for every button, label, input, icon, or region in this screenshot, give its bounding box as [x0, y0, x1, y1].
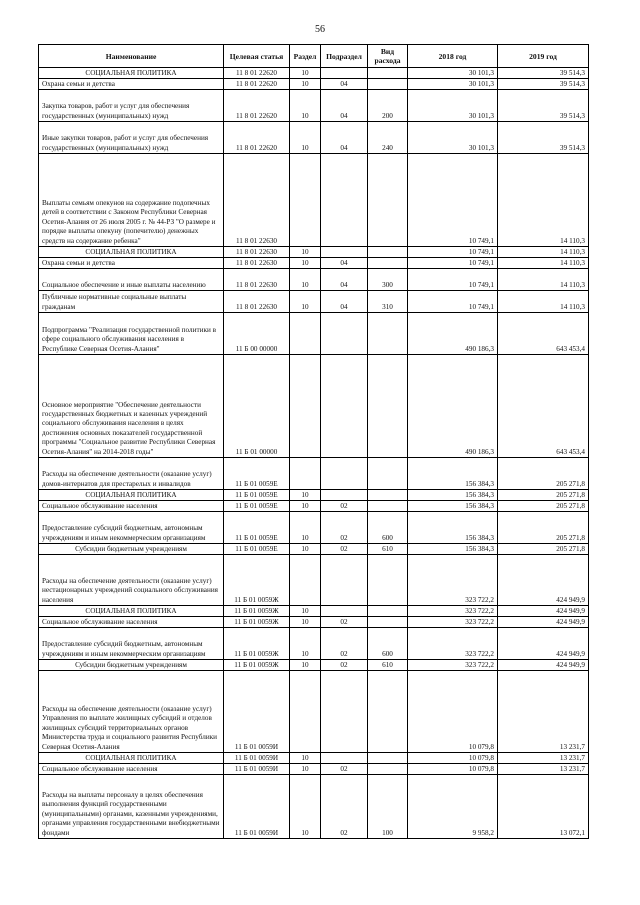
- table-row: [39, 458, 589, 490]
- row-amount-2018: 10 079,8: [408, 753, 498, 764]
- row-name: СОЦИАЛЬНАЯ ПОЛИТИКА: [39, 753, 224, 764]
- table-row: [39, 313, 589, 355]
- row-expense-type: 600: [368, 628, 408, 660]
- row-target-article: 11 Б 01 0059Ж: [224, 606, 290, 617]
- row-subsection: [321, 555, 368, 606]
- row-subsection: 04: [321, 258, 368, 269]
- row-subsection: [321, 753, 368, 764]
- row-expense-type: [368, 258, 408, 269]
- row-amount-2019: 424 949,9: [498, 555, 589, 606]
- table-row: [39, 628, 589, 660]
- row-expense-type: 200: [368, 90, 408, 122]
- row-expense-type: [368, 671, 408, 753]
- row-amount-2018: 490 186,3: [408, 355, 498, 458]
- row-name: Социальное обслуживание населения: [39, 501, 224, 512]
- row-section: 10: [290, 660, 321, 671]
- row-subsection: [321, 355, 368, 458]
- row-amount-2019: 13 231,7: [498, 671, 589, 753]
- page-number: 56: [315, 24, 325, 35]
- budget-table: [38, 44, 589, 839]
- row-expense-type: [368, 355, 408, 458]
- row-amount-2019: 205 271,8: [498, 512, 589, 544]
- row-amount-2019: 643 453,4: [498, 313, 589, 355]
- row-target-article: 11 Б 01 0059Ж: [224, 617, 290, 628]
- row-section: 10: [290, 512, 321, 544]
- row-expense-type: [368, 555, 408, 606]
- table-row: [39, 660, 589, 671]
- row-section: 10: [290, 90, 321, 122]
- table-row: [39, 258, 589, 269]
- table-row: [39, 355, 589, 458]
- row-expense-type: 600: [368, 512, 408, 544]
- table-header-row: [39, 45, 589, 68]
- row-section: 10: [290, 764, 321, 775]
- row-section: 10: [290, 628, 321, 660]
- row-expense-type: 100: [368, 775, 408, 839]
- header-name: Наименование: [39, 45, 224, 68]
- row-amount-2018: 323 722,2: [408, 555, 498, 606]
- row-target-article: 11 Б 01 0059И: [224, 764, 290, 775]
- row-amount-2018: 323 722,2: [408, 606, 498, 617]
- row-target-article: 11 8 01 22630: [224, 247, 290, 258]
- row-target-article: 11 8 01 22630: [224, 154, 290, 247]
- row-name: СОЦИАЛЬНАЯ ПОЛИТИКА: [39, 606, 224, 617]
- row-name: Иные закупки товаров, работ и услуг для обеспечения государственных (муниципальных) нужд: [39, 122, 224, 154]
- row-amount-2018: 10 749,1: [408, 269, 498, 291]
- row-name: Закупка товаров, работ и услуг для обеспечения государственных (муниципальных) нужд: [39, 90, 224, 122]
- row-target-article: 11 Б 01 00000: [224, 355, 290, 458]
- table-row: [39, 555, 589, 606]
- row-amount-2018: 490 186,3: [408, 313, 498, 355]
- row-expense-type: 610: [368, 544, 408, 555]
- table-row: [39, 490, 589, 501]
- row-target-article: 11 Б 01 0059Е: [224, 544, 290, 555]
- row-section: [290, 313, 321, 355]
- row-target-article: 11 Б 01 0059Ж: [224, 660, 290, 671]
- table-row: [39, 512, 589, 544]
- row-amount-2019: 424 949,9: [498, 660, 589, 671]
- row-amount-2018: 9 958,2: [408, 775, 498, 839]
- row-expense-type: [368, 313, 408, 355]
- row-subsection: 02: [321, 660, 368, 671]
- row-target-article: 11 Б 01 0059И: [224, 671, 290, 753]
- row-subsection: [321, 458, 368, 490]
- row-amount-2018: 156 384,3: [408, 512, 498, 544]
- row-amount-2018: 30 101,3: [408, 122, 498, 154]
- row-section: 10: [290, 122, 321, 154]
- row-expense-type: [368, 458, 408, 490]
- row-name: Расходы на обеспечение деятельности (оказание услуг) домов-интернатов для престарелых и инвалидов: [39, 458, 224, 490]
- row-subsection: [321, 671, 368, 753]
- row-amount-2018: 156 384,3: [408, 501, 498, 512]
- row-amount-2019: 13 231,7: [498, 753, 589, 764]
- table-row: [39, 79, 589, 90]
- header-year-2019: 2019 год: [498, 45, 589, 68]
- table-row: [39, 154, 589, 247]
- row-section: 10: [290, 617, 321, 628]
- row-target-article: 11 8 01 22630: [224, 258, 290, 269]
- table-body: [39, 68, 589, 839]
- row-amount-2018: 156 384,3: [408, 544, 498, 555]
- row-name: СОЦИАЛЬНАЯ ПОЛИТИКА: [39, 490, 224, 501]
- row-amount-2018: 30 101,3: [408, 90, 498, 122]
- row-amount-2018: 10 079,8: [408, 671, 498, 753]
- row-section: 10: [290, 269, 321, 291]
- row-expense-type: [368, 490, 408, 501]
- row-name: Выплаты семьям опекунов на содержание подопечных детей в соответствии с Законом Республики Северная Осетия-Алания от 26 июля 2005 г. № 44-РЗ "О размере и порядке выплаты опекуну (попечителю) денежных средств на содержание ребенка": [39, 154, 224, 247]
- row-amount-2019: 14 110,3: [498, 154, 589, 247]
- row-amount-2018: 323 722,2: [408, 628, 498, 660]
- row-name: Субсидии бюджетным учреждениям: [39, 544, 224, 555]
- row-amount-2019: 424 949,9: [498, 606, 589, 617]
- table-row: [39, 122, 589, 154]
- row-amount-2018: 10 749,1: [408, 247, 498, 258]
- row-amount-2018: 156 384,3: [408, 458, 498, 490]
- row-section: 10: [290, 753, 321, 764]
- row-subsection: 04: [321, 90, 368, 122]
- row-amount-2019: 424 949,9: [498, 617, 589, 628]
- header-section: Раздел: [290, 45, 321, 68]
- table-row: [39, 90, 589, 122]
- row-name: СОЦИАЛЬНАЯ ПОЛИТИКА: [39, 68, 224, 79]
- row-amount-2019: 205 271,8: [498, 544, 589, 555]
- row-amount-2019: 643 453,4: [498, 355, 589, 458]
- table-row: [39, 617, 589, 628]
- row-name: Предоставление субсидий бюджетным, автономным учреждениям и иным некоммерческим организациям: [39, 512, 224, 544]
- row-subsection: 04: [321, 291, 368, 313]
- row-target-article: 11 Б 01 0059И: [224, 775, 290, 839]
- table-row: [39, 247, 589, 258]
- header-expense-type: Вид расхода: [368, 45, 408, 68]
- row-section: 10: [290, 247, 321, 258]
- row-subsection: [321, 68, 368, 79]
- row-section: 10: [290, 775, 321, 839]
- row-section: 10: [290, 258, 321, 269]
- row-subsection: 02: [321, 501, 368, 512]
- row-amount-2018: 156 384,3: [408, 490, 498, 501]
- row-expense-type: [368, 753, 408, 764]
- row-target-article: 11 Б 01 0059Е: [224, 512, 290, 544]
- row-subsection: 02: [321, 775, 368, 839]
- row-section: [290, 555, 321, 606]
- row-subsection: [321, 313, 368, 355]
- row-target-article: 11 Б 01 0059Е: [224, 458, 290, 490]
- table-row: [39, 671, 589, 753]
- row-amount-2019: 13 072,1: [498, 775, 589, 839]
- row-name: Социальное обеспечение и иные выплаты населению: [39, 269, 224, 291]
- row-target-article: 11 8 01 22620: [224, 90, 290, 122]
- row-target-article: 11 8 01 22620: [224, 122, 290, 154]
- row-name: СОЦИАЛЬНАЯ ПОЛИТИКА: [39, 247, 224, 258]
- row-amount-2019: 424 949,9: [498, 628, 589, 660]
- row-expense-type: [368, 68, 408, 79]
- row-amount-2019: 39 514,3: [498, 68, 589, 79]
- row-section: 10: [290, 544, 321, 555]
- row-target-article: 11 8 01 22630: [224, 269, 290, 291]
- table-row: [39, 544, 589, 555]
- row-name: Социальное обслуживание населения: [39, 617, 224, 628]
- row-amount-2019: 14 110,3: [498, 258, 589, 269]
- row-amount-2018: 10 079,8: [408, 764, 498, 775]
- row-section: [290, 355, 321, 458]
- row-target-article: 11 8 01 22620: [224, 68, 290, 79]
- row-subsection: [321, 606, 368, 617]
- row-amount-2018: 30 101,3: [408, 79, 498, 90]
- row-subsection: [321, 247, 368, 258]
- header-target-article: Целевая статья: [224, 45, 290, 68]
- row-expense-type: 240: [368, 122, 408, 154]
- row-subsection: 04: [321, 79, 368, 90]
- row-section: [290, 458, 321, 490]
- row-amount-2019: 14 110,3: [498, 269, 589, 291]
- row-amount-2019: 13 231,7: [498, 764, 589, 775]
- row-target-article: 11 Б 01 0059И: [224, 753, 290, 764]
- row-expense-type: [368, 606, 408, 617]
- row-amount-2019: 39 514,3: [498, 79, 589, 90]
- row-expense-type: [368, 617, 408, 628]
- row-amount-2019: 205 271,8: [498, 490, 589, 501]
- row-target-article: 11 Б 01 0059Е: [224, 490, 290, 501]
- row-amount-2019: 14 110,3: [498, 291, 589, 313]
- row-section: 10: [290, 490, 321, 501]
- row-name: Публичные нормативные социальные выплаты гражданам: [39, 291, 224, 313]
- row-expense-type: 300: [368, 269, 408, 291]
- row-amount-2019: 205 271,8: [498, 501, 589, 512]
- row-name: Охрана семьи и детства: [39, 79, 224, 90]
- row-name: Основное мероприятие "Обеспечение деятельности государственных бюджетных и казенных учреждений социального обслуживания населения в целях достижения основных показателей государственной программы "Социальное развитие Республики Северная Осетия-Алания" на 2014-2018 годы": [39, 355, 224, 458]
- row-section: 10: [290, 501, 321, 512]
- row-amount-2018: 10 749,1: [408, 154, 498, 247]
- row-section: 10: [290, 79, 321, 90]
- row-expense-type: [368, 501, 408, 512]
- row-name: Предоставление субсидий бюджетным, автономным учреждениям и иным некоммерческим организациям: [39, 628, 224, 660]
- row-target-article: 11 Б 01 0059Е: [224, 501, 290, 512]
- row-expense-type: 310: [368, 291, 408, 313]
- row-section: [290, 154, 321, 247]
- row-expense-type: [368, 154, 408, 247]
- row-subsection: [321, 490, 368, 501]
- row-name: Подпрограмма "Реализация государственной политики в сфере социального обслуживания населения в Республике Северная Осетия-Алания": [39, 313, 224, 355]
- row-amount-2018: 30 101,3: [408, 68, 498, 79]
- row-section: 10: [290, 291, 321, 313]
- table-row: [39, 753, 589, 764]
- row-expense-type: 610: [368, 660, 408, 671]
- row-name: Охрана семьи и детства: [39, 258, 224, 269]
- row-section: 10: [290, 68, 321, 79]
- row-expense-type: [368, 79, 408, 90]
- row-name: Субсидии бюджетным учреждениям: [39, 660, 224, 671]
- row-target-article: 11 8 01 22620: [224, 79, 290, 90]
- row-expense-type: [368, 764, 408, 775]
- row-subsection: 02: [321, 764, 368, 775]
- row-amount-2018: 323 722,2: [408, 660, 498, 671]
- table-row: [39, 606, 589, 617]
- row-section: 10: [290, 606, 321, 617]
- table-row: [39, 775, 589, 839]
- row-expense-type: [368, 247, 408, 258]
- row-subsection: 04: [321, 269, 368, 291]
- row-target-article: 11 Б 00 00000: [224, 313, 290, 355]
- table-row: [39, 68, 589, 79]
- row-subsection: [321, 154, 368, 247]
- row-subsection: 02: [321, 544, 368, 555]
- row-target-article: 11 Б 01 0059Ж: [224, 628, 290, 660]
- row-target-article: 11 Б 01 0059Ж: [224, 555, 290, 606]
- table-row: [39, 764, 589, 775]
- row-amount-2019: 39 514,3: [498, 122, 589, 154]
- row-amount-2018: 10 749,1: [408, 258, 498, 269]
- table-row: [39, 291, 589, 313]
- row-name: Расходы на обеспечение деятельности (оказание услуг) нестационарных учреждений социального обслуживания населения: [39, 555, 224, 606]
- row-amount-2019: 14 110,3: [498, 247, 589, 258]
- row-target-article: 11 8 01 22630: [224, 291, 290, 313]
- row-subsection: 02: [321, 628, 368, 660]
- row-subsection: 02: [321, 512, 368, 544]
- header-year-2018: 2018 год: [408, 45, 498, 68]
- table-row: [39, 501, 589, 512]
- row-name: Расходы на обеспечение деятельности (оказание услуг) Управления по выплате жилищных субсидий и отделов жилищных субсидий территориальных органов Министерства труда и социального развития Республики Северная Осетия-Алания: [39, 671, 224, 753]
- row-amount-2018: 10 749,1: [408, 291, 498, 313]
- header-subsection: Подраздел: [321, 45, 368, 68]
- row-name: Расходы на выплаты персоналу в целях обеспечения выполнения функций государственными (муниципальными) органами, казенными учреждениями, органами управления государственными внебюджетными фондами: [39, 775, 224, 839]
- row-amount-2018: 323 722,2: [408, 617, 498, 628]
- row-subsection: 04: [321, 122, 368, 154]
- row-subsection: 02: [321, 617, 368, 628]
- row-name: Социальное обслуживание населения: [39, 764, 224, 775]
- table-row: [39, 269, 589, 291]
- row-section: [290, 671, 321, 753]
- row-amount-2019: 205 271,8: [498, 458, 589, 490]
- row-amount-2019: 39 514,3: [498, 90, 589, 122]
